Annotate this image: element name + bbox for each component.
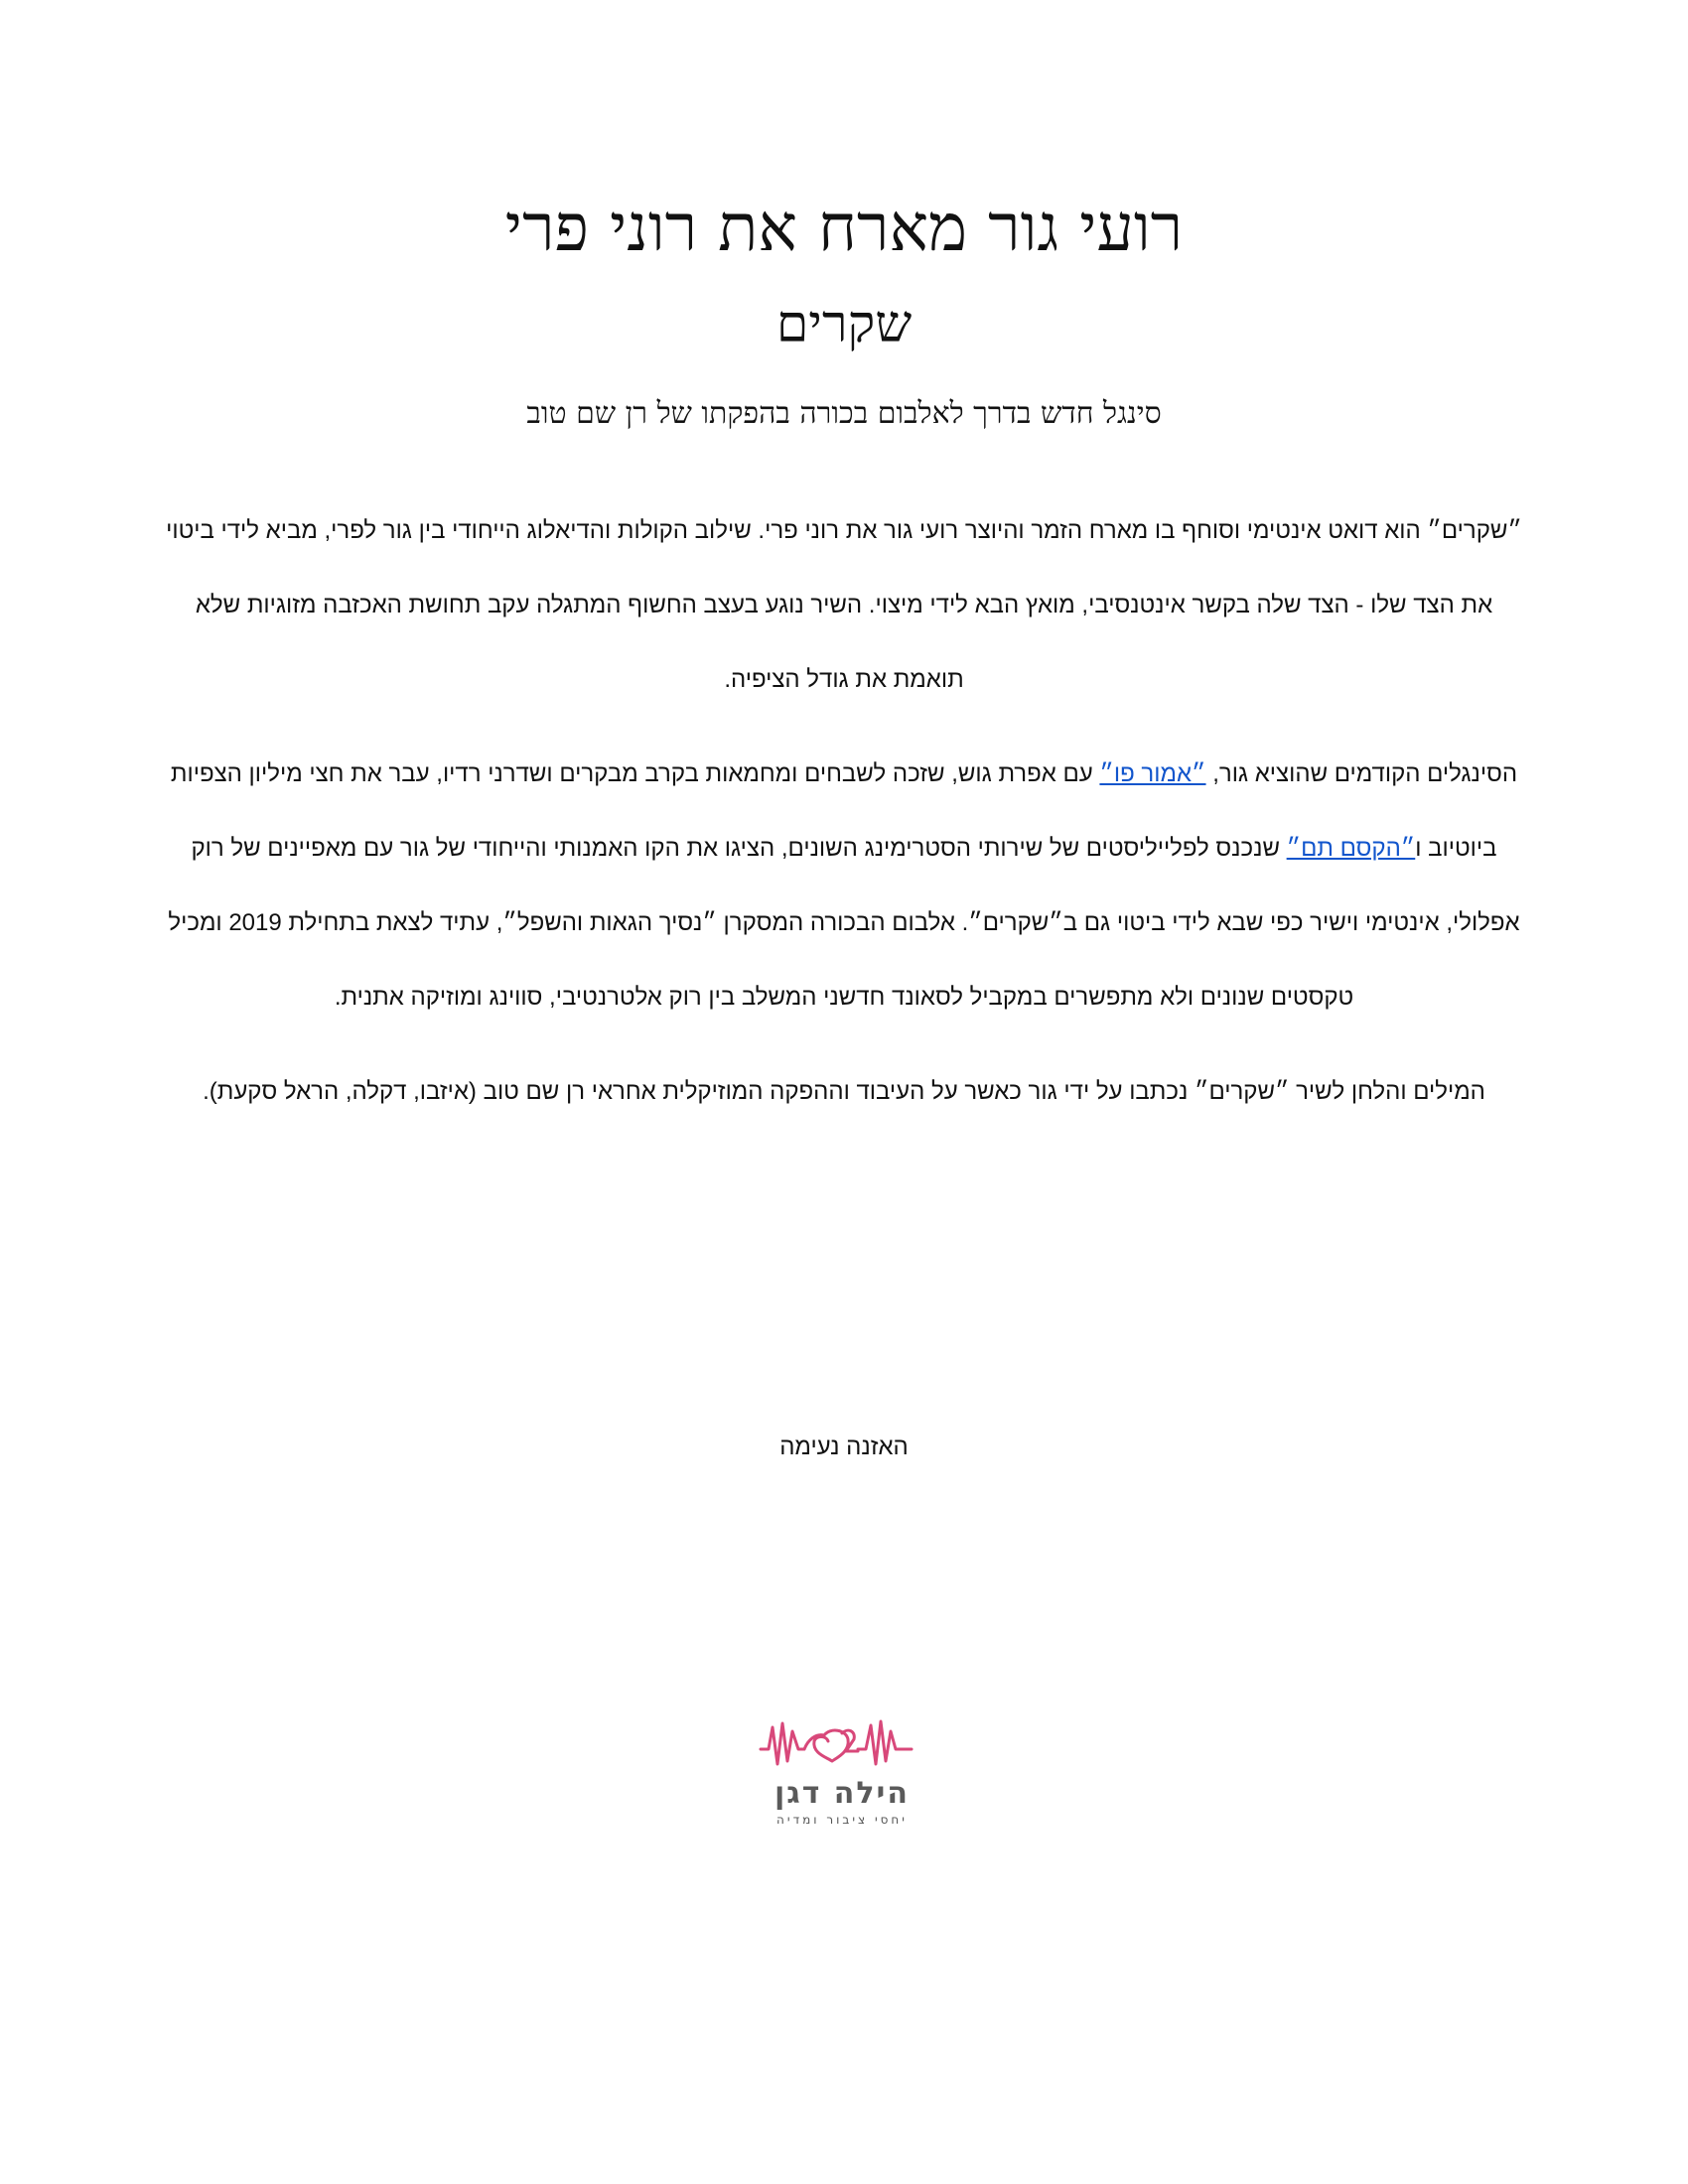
amor-po-link[interactable]: ״אמור פו״ [1099, 760, 1206, 787]
closing-line: האזנה נעימה [779, 1433, 909, 1460]
song-title: שקרים [775, 295, 913, 354]
logo-tagline: יחסי ציבור ומדיה [776, 1813, 908, 1827]
paragraph-text: הסינגלים הקודמים שהוציא גור, [1205, 760, 1518, 787]
paragraph-intro: ״שקרים״ הוא דואט אינטימי וסוחף בו מארח הזמר והיוצר רועי גור את רוני פרי. שילוב הקולות והדיאלוג הייחודי בין גור לפרי, מביא לידי ביטוי את הצד שלו - הצד שלה בקשר אינטנסיבי, מואץ הבא לידי מיצוי. השיר נוגע בעצב החשוף המתגלה עקב תחושת האכזבה מזוגיות שלא תואמת את גודל הציפיה. [166, 517, 1522, 693]
paragraph-singles [159, 737, 1529, 1034]
paragraph-text: עם אפרת גוש, שזכה לשבחים ומחמאות בקרב מבקרים ושדרני רדיו, עבר את חצי מיליון הצפיות ביוטיוב ו [170, 760, 1497, 862]
heartbeat-heart-icon [743, 1709, 941, 1771]
hakesem-tam-link[interactable]: ״הקסם תם״ [1286, 835, 1416, 862]
agency-logo [743, 1709, 941, 1839]
page-tagline: סינגל חדש בדרך לאלבום בכורה בהפקתו של רן שם טוב [526, 396, 1162, 431]
press-body [159, 493, 1529, 1149]
paragraph-text: שנכנס לפלייליסטים של שירותי הסטרימינג השונים, הציגו את הקו האמנותי והייחודי של גור עם מאפיינים של רוק אפלולי, אינטימי וישיר כפי שבא לידי ביטוי גם ב״שקרים״. אלבום הבכורה המסקרן ״נסיך הגאות והשפל״, עתיד לצאת בתחילת 2019 ומכיל טקסטים שנונים ולא מתפשרים במקביל לסאונד חדשני המשלב בין רוק אלטרנטיבי, סווינג ומוזיקה אתנית. [168, 835, 1520, 1011]
logo-name: הילה דגן [774, 1776, 910, 1811]
page-title: רועי גור מארח את רוני פרי [504, 190, 1184, 266]
paragraph-credits: המילים והלחן לשיר ״שקרים״ נכתבו על ידי גור כאשר על העיבוד וההפקה המוזיקלית אחראי רן שם טוב (איזבו, דקלה, הראל סקעת). [203, 1078, 1485, 1105]
